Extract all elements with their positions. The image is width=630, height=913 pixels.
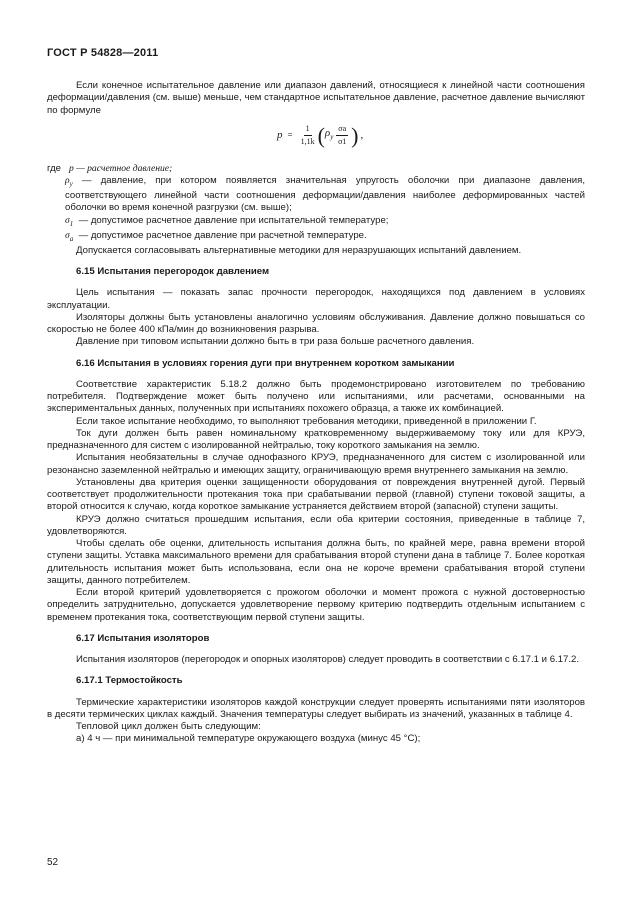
definition-s1: $\sigma_1$ — допустимое расчетное давление при испытательной температуре; xyxy=(65,214,389,228)
document-header: ГОСТ Р 54828—2011 xyxy=(47,47,159,59)
s616-p7: Чтобы сделать обе оценки, длительность испытания должна быть, по крайней мере, равна времени второй ступени защиты. Уставка максимального времени для срабатывания второй ступени дана в таблице 7. Более короткая длительность испытания может быть использована, если она не короче времени срабатывания второй ступени защиты, данного потребителем. xyxy=(47,538,585,586)
s616-p6: КРУЭ должно считаться прошедшим испытания, если оба критерии состояния, приведенные в таблице 7, удовлетворяются. xyxy=(47,513,585,537)
s616-p2: Если такое испытание необходимо, то выполняют требования методики, приведенной в приложении Г. xyxy=(76,415,537,427)
formula-close-paren: ) xyxy=(351,122,359,148)
s616-p5: Установлены два критерия оценки защищенности оборудования от повреждения внутренней дугой. Первый соответствует продолжительности протекания тока при срабатывании первой (главной) ступени токовой защиты, а второй относится к случаю, когда короткое замыкание устраняется действием второй (запасной) ступени защиты. xyxy=(47,476,585,513)
s615-p3: Давление при типовом испытании должно быть в три раза больше расчетного давления. xyxy=(76,336,475,348)
s616-p8: Если второй критерий удовлетворяется с прожогом оболочки и момент прожога с нужной достоверностью определить затруднительно, допускается удовлетворение первому критерию подтвердить отдельным испытанием с временем протекания тока, соответствующим первой ступени защиты. xyxy=(47,587,585,623)
s6171-p3: а) 4 ч — при минимальной температуре окружающего воздуха (минус 45 °С); xyxy=(76,733,421,745)
definition-p: где p — расчетное давление; xyxy=(47,162,173,174)
page-number: 52 xyxy=(47,857,59,868)
s6171-p2: Тепловой цикл должен быть следующим: xyxy=(76,721,261,733)
pressure-formula xyxy=(47,117,585,163)
intro-paragraph: Если конечное испытательное давление или диапазон давлений, относящиеся к линейной части соотношения деформации/давления (см. выше) меньше, чем стандартное испытательное давление, расчетное давление вычисляют по формуле xyxy=(47,80,585,116)
definition-sa: $\sigma_a$ — допустимое расчетное давление при расчетной температуре. xyxy=(65,229,367,243)
formula-rho: $\rho_y$ xyxy=(324,127,334,142)
section-6-17-1-title: 6.17.1 Термостойкость xyxy=(76,675,183,687)
s616-p1: Соответствие характеристик 5.18.2 должно быть продемонстрировано изготовителем по требованию потребителя. Подтверждение может быть получено или испытаниями, или расчетами, основанными на экспериментальных данных, полученных при испытаниях похожего образца, а также их комбинацией. xyxy=(47,378,585,415)
alt-methods-paragraph: Допускается согласовывать альтернативные методики для неразрушающих испытаний давлением. xyxy=(76,244,522,256)
s616-p4: Испытания необязательны в случае однофазного КРУЭ, предназначенного для систем с изолированной или резонансно заземленной нейтралью и имеющих защиту, ограничивающую время внутреннего замыкания на землю. xyxy=(47,452,585,476)
section-6-16-title: 6.16 Испытания в условиях горения дуги при внутреннем коротком замыкании xyxy=(76,357,455,369)
formula-eq: = xyxy=(287,130,293,141)
formula-fraction-2: $\frac{\sigma a}{\sigma 1}$ xyxy=(338,123,347,146)
section-6-17-title: 6.17 Испытания изоляторов xyxy=(76,632,210,644)
formula-tail: , xyxy=(360,129,364,142)
section-6-15-title: 6.15 Испытания перегородок давлением xyxy=(76,266,270,278)
definition-py: $\rho_y$ — давление, при котором появляется значительная упругость оболочки при диапазоне давления, соответствующего линейной части соотношения деформации/давления наиболее деформированных частей оболочки во время конечной разгрузки (см. выше); xyxy=(65,175,585,214)
s617-p1: Испытания изоляторов (перегородок и опорных изоляторов) следует проводить в соответствии с 6.17.1 и 6.17.2. xyxy=(76,654,580,666)
document-body xyxy=(47,80,585,746)
s6171-p1: Термические характеристики изоляторов каждой конструкции следует проверять испытаниями пяти изоляторов в десяти термических циклах каждый. Значения температуры следует выбирать из значений, указанных в таблице 4. xyxy=(47,696,585,720)
formula-fraction-1: $\frac{1}{1,1k}$ xyxy=(300,123,315,146)
formula-lhs: p xyxy=(277,129,283,142)
s615-p1: Цель испытания — показать запас прочности перегородок, находящихся под давлением в условиях эксплуатации. xyxy=(47,287,585,311)
s616-p3: Ток дуги должен быть равен номинальному кратковременному выдерживаемому току или для КРУЭ, предназначенного для систем с изолированной нейтралью, току короткого замыкания на землю. xyxy=(47,427,585,452)
formula-open-paren: ( xyxy=(317,122,325,148)
s615-p2: Изоляторы должны быть установлены аналогично условиям обслуживания. Давление должно повышаться со скоростью не более 400 кПа/мин до возникновения разрыва. xyxy=(47,311,585,336)
